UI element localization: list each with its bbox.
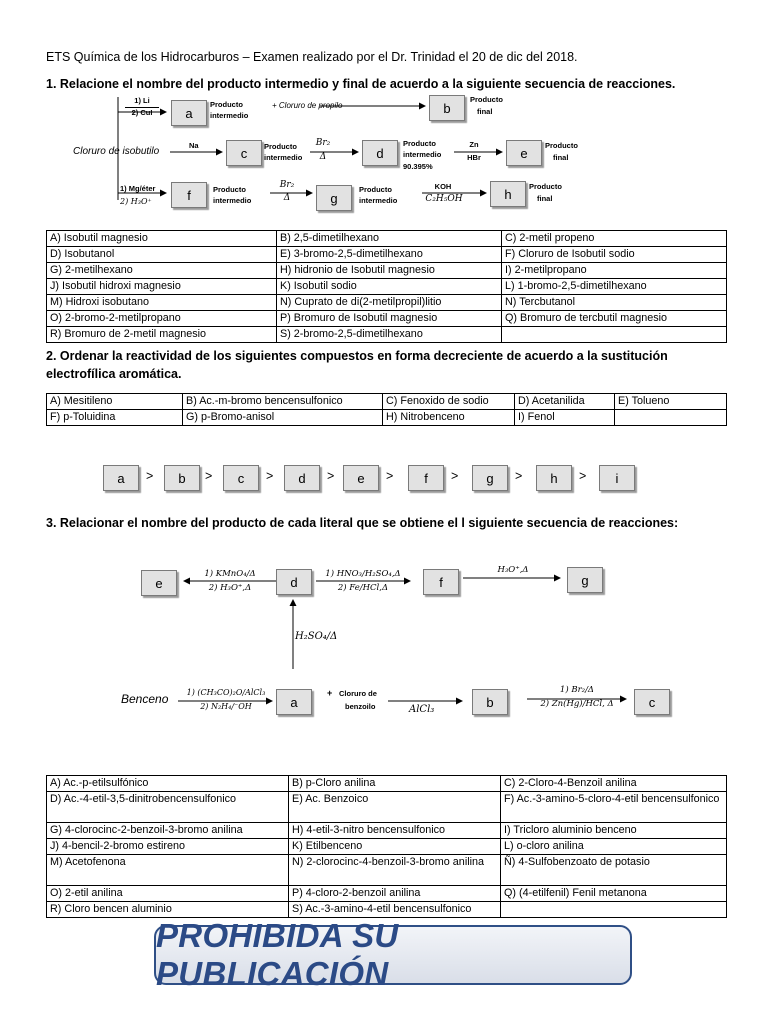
reagent-alcl3: AlCl₃ [409, 704, 435, 715]
table-row [47, 247, 727, 263]
order-box-b[interactable]: b [164, 465, 200, 491]
table-cell: H) 4-etil-3-nitro bencensulfonico [289, 823, 501, 839]
prohibida-banner [154, 917, 632, 992]
cloruro-de-label: Cloruro de [339, 689, 377, 698]
plus-sign: + [327, 688, 333, 698]
q1-box-h: h [490, 181, 526, 207]
table-cell: C) Fenoxido de sodio [383, 394, 515, 410]
table-cell: M) Acetofenona [47, 855, 289, 886]
q2-title: 2. Ordenar la reactividad de los siguientes compuestos en forma decreciente de acuerdo a la sustitución electrofílica aromática. [46, 349, 668, 381]
label-final: final [553, 153, 569, 162]
gt-sign: > [451, 469, 459, 483]
table-row [47, 279, 727, 295]
table-cell: A) Ac.-p-etilsulfónico [47, 776, 289, 792]
gt-sign: > [327, 469, 335, 483]
reagent-cui: 2) CuI [125, 107, 159, 117]
table-row [47, 855, 727, 886]
table-row [47, 394, 727, 410]
q3-box-d: d [276, 569, 312, 595]
label-producto: Producto [210, 100, 243, 109]
table-cell: D) Acetanilida [515, 394, 615, 410]
reagent-li: 1) Li [134, 96, 150, 105]
table-cell: D) Ac.-4-etil-3,5-dinitrobencensulfonico [47, 792, 289, 823]
q3-box-g: g [567, 567, 603, 593]
q1-box-f: f [171, 182, 207, 208]
reagent-h2so4: H₂SO₄/Δ [295, 631, 338, 642]
gt-sign: > [146, 469, 154, 483]
reagent-etoh: C₂H₅OH [425, 194, 463, 204]
q2-compound-table [46, 393, 727, 426]
table-cell: Q) (4-etilfenil) Fenil metanona [501, 886, 727, 902]
order-box-d[interactable]: d [284, 465, 320, 491]
benceno-label: Benceno [121, 692, 169, 706]
table-row [47, 295, 727, 311]
table-cell: E) Ac. Benzoico [289, 792, 501, 823]
table-cell: G) p-Bromo-anisol [183, 410, 383, 426]
reagent-kmno4: 1) KMnO₄/Δ [204, 569, 256, 579]
table-cell: K) Etilbenceno [289, 839, 501, 855]
table-cell: G) 4-clorocinc-2-benzoil-3-bromo anilina [47, 823, 289, 839]
reagent-wolff-kishner: 2) N₂H₄/⁻OH [200, 702, 252, 711]
table-cell: B) p-Cloro anilina [289, 776, 501, 792]
q3-box-f: f [423, 569, 459, 595]
order-box-c[interactable]: c [223, 465, 259, 491]
table-cell: H) hidronio de Isobutil magnesio [277, 263, 502, 279]
table-cell: N) Cuprato de di(2-metilpropil)litio [277, 295, 502, 311]
table-cell: B) Ac.-m-bromo bencensulfonico [183, 394, 383, 410]
table-row [47, 902, 727, 918]
reagent-br2: Br₂ [279, 180, 295, 190]
table-cell: N) 2-clorocinc-4-benzoil-3-bromo anilina [289, 855, 501, 886]
table-row [47, 776, 727, 792]
reagent-cloruro-propilo: + Cloruro de propilo [272, 101, 343, 110]
reagent-acylation: 1) (CH₃CO)₂O/AlCl₃ [186, 688, 266, 697]
q1-box-b: b [429, 95, 465, 121]
table-cell: C) 2-Cloro-4-Benzoil anilina [501, 776, 727, 792]
q3-box-b: b [472, 689, 508, 715]
table-cell: F) Cloruro de Isobutil sodio [502, 247, 727, 263]
label-intermedio: intermedio [210, 111, 249, 120]
table-cell [502, 327, 727, 343]
gt-sign: > [266, 469, 274, 483]
order-box-h[interactable]: h [536, 465, 572, 491]
order-box-f[interactable]: f [408, 465, 444, 491]
table-cell: F) Ac.-3-amino-5-cloro-4-etil bencensulfonico [501, 792, 727, 823]
table-cell: I) 2-metilpropano [502, 263, 727, 279]
label-producto: Producto [529, 182, 562, 191]
gt-sign: > [515, 469, 523, 483]
label-producto: Producto [403, 139, 436, 148]
q3-title: 3. Relacionar el nombre del producto de cada literal que se obtiene el l siguiente secuencia de reacciones: [46, 516, 679, 530]
label-producto: Producto [213, 185, 246, 194]
table-cell: E) Tolueno [615, 394, 727, 410]
table-cell: I) Fenol [515, 410, 615, 426]
table-row [47, 231, 727, 247]
reagent-koh: KOH [434, 182, 452, 191]
label-intermedio: intermedio [403, 150, 442, 159]
q3-answer-table [46, 775, 727, 918]
table-row [47, 886, 727, 902]
gt-sign: > [579, 469, 587, 483]
table-row [47, 792, 727, 823]
reagent-br2: Br₂ [315, 138, 331, 148]
reagent-delta: Δ [319, 152, 327, 162]
table-cell [501, 902, 727, 918]
q1-box-e: e [506, 140, 542, 166]
reagent-clemmensen: 2) Zn(Hg)/HCl, Δ [540, 699, 614, 709]
exam-header: ETS Química de los Hidrocarburos – Examen realizado por el Dr. Trinidad el 20 de dic del 2018. [46, 50, 578, 64]
table-cell: P) Bromuro de Isobutil magnesio [277, 311, 502, 327]
table-row [47, 839, 727, 855]
label-producto: Producto [264, 142, 297, 151]
table-row [47, 823, 727, 839]
table-cell: J) Isobutil hidroxi magnesio [47, 279, 277, 295]
reagent-h3o-heat: H₃O⁺,Δ [497, 565, 529, 575]
table-row [47, 311, 727, 327]
reagent-na: Na [189, 141, 199, 150]
q3-box-c: c [634, 689, 670, 715]
table-cell: S) Ac.-3-amino-4-etil bencensulfonico [289, 902, 501, 918]
table-row [47, 327, 727, 343]
order-box-a[interactable]: a [103, 465, 139, 491]
table-cell: L) o-cloro anilina [501, 839, 727, 855]
gt-sign: > [205, 469, 213, 483]
reagent-zn: Zn [469, 140, 479, 149]
table-cell: Q) Bromuro de tercbutil magnesio [502, 311, 727, 327]
reagent-h3o: 2) H₃O⁺ [120, 197, 152, 206]
table-cell: B) 2,5-dimetilhexano [277, 231, 502, 247]
table-row [47, 263, 727, 279]
table-cell: M) Hidroxi isobutano [47, 295, 277, 311]
table-cell: K) Isobutil sodio [277, 279, 502, 295]
table-cell: E) 3-bromo-2,5-dimetilhexano [277, 247, 502, 263]
table-cell: R) Bromuro de 2-metil magnesio [47, 327, 277, 343]
reagent-hno3: 1) HNO₃/H₂SO₄,Δ [325, 569, 401, 579]
table-cell: I) Tricloro aluminio benceno [501, 823, 727, 839]
label-intermedio: intermedio [359, 196, 398, 205]
table-cell: J) 4-bencil-2-bromo estireno [47, 839, 289, 855]
q3-box-a: a [276, 689, 312, 715]
table-cell: R) Cloro bencen aluminio [47, 902, 289, 918]
table-row [47, 410, 727, 426]
table-cell: L) 1-bromo-2,5-dimetilhexano [502, 279, 727, 295]
table-cell: N) Tercbutanol [502, 295, 727, 311]
reagent-delta: Δ [283, 193, 291, 203]
table-cell: D) Isobutanol [47, 247, 277, 263]
order-box-i[interactable]: i [599, 465, 635, 491]
label-producto: Producto [545, 141, 578, 150]
label-intermedio: intermedio [264, 153, 303, 162]
table-cell: A) Mesitileno [47, 394, 183, 410]
label-intermedio: intermedio [213, 196, 252, 205]
reagent-h3o: 2) H₃O⁺,Δ [208, 583, 252, 593]
label-final: final [537, 194, 553, 203]
table-cell [615, 410, 727, 426]
q1-answer-table [46, 230, 727, 343]
reagent-hbr: HBr [467, 153, 481, 162]
table-cell: S) 2-bromo-2,5-dimetilhexano [277, 327, 502, 343]
reagent-mg: 1) Mg/éter [120, 184, 156, 193]
reagent-fe-hcl: 2) Fe/HCl,Δ [337, 583, 389, 593]
q1-box-g: g [316, 185, 352, 211]
q1-box-c: c [226, 140, 262, 166]
q1-box-a: a [171, 100, 207, 126]
benzoilo-label: benzoilo [345, 702, 376, 711]
label-producto: Producto [470, 95, 503, 104]
order-box-e[interactable]: e [343, 465, 379, 491]
table-cell: Ñ) 4-Sulfobenzoato de potasio [501, 855, 727, 886]
label-final: final [477, 107, 493, 116]
table-cell: F) p-Toluidina [47, 410, 183, 426]
gt-sign: > [386, 469, 394, 483]
table-cell: A) Isobutil magnesio [47, 231, 277, 247]
q3-box-e: e [141, 570, 177, 596]
table-cell: O) 2-bromo-2-metilpropano [47, 311, 277, 327]
table-cell: H) Nitrobenceno [383, 410, 515, 426]
label-producto: Producto [359, 185, 392, 194]
table-cell: O) 2-etil anilina [47, 886, 289, 902]
table-cell: C) 2-metil propeno [502, 231, 727, 247]
q1-box-d: d [362, 140, 398, 166]
label-yield: 90.395% [403, 162, 433, 171]
reagent-br2-heat: 1) Br₂/Δ [559, 685, 595, 695]
q1-title: 1. Relacione el nombre del producto intermedio y final de acuerdo a la siguiente secuencia de reacciones. [46, 77, 676, 91]
table-cell: P) 4-cloro-2-benzoil anilina [289, 886, 501, 902]
order-box-g[interactable]: g [472, 465, 508, 491]
table-cell: G) 2-metilhexano [47, 263, 277, 279]
banner-text: PROHIBIDA SU PUBLICACIÓN [156, 917, 399, 992]
start-compound: Cloruro de isobutilo [73, 146, 160, 157]
